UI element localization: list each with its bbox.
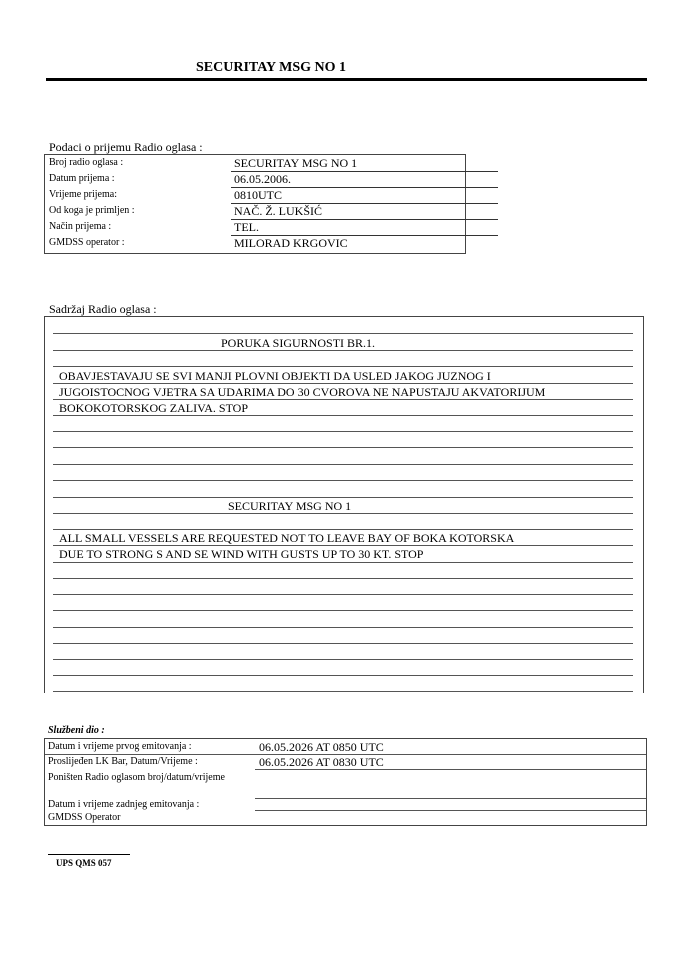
ruled-line: [53, 497, 633, 498]
ruled-line: [53, 562, 633, 563]
form-code: UPS QMS 057: [56, 858, 112, 868]
row-value-date: 06.05.2006.: [234, 172, 291, 186]
ruled-line: [53, 333, 633, 334]
content-box: [44, 316, 644, 693]
ruled-line: [53, 659, 633, 660]
footer-rule: [48, 854, 130, 855]
official-label-last-broadcast: Datum i vrijeme zadnjeg emitovanja :: [48, 799, 200, 810]
message-line-english-1: ALL SMALL VESSELS ARE REQUESTED NOT TO LEAVE BAY OF BOKA KOTORSKA: [59, 531, 515, 545]
row-value-received-from: NAČ. Ž. LUKŠIĆ: [234, 204, 323, 218]
row-label-time: Vrijeme prijema:: [49, 189, 117, 200]
ruled-line: [53, 431, 633, 432]
ruled-line: [53, 415, 633, 416]
ruled-line: [53, 529, 633, 530]
row-value-time: 0810UTC: [234, 188, 282, 202]
official-value-forwarded: 06.05.2026 AT 0830 UTC: [259, 755, 384, 769]
official-label-gmdss-operator: GMDSS Operator: [48, 812, 121, 823]
ruled-line: [53, 399, 633, 400]
document-title: SECURITAY MSG NO 1: [196, 60, 347, 75]
reception-box: [44, 154, 466, 254]
ruled-line: [53, 383, 633, 384]
row-divider: [255, 798, 646, 799]
row-value-method: TEL.: [234, 220, 259, 234]
ruled-line: [53, 513, 633, 514]
message-line-local-1: OBAVJESTAVAJU SE SVI MANJI PLOVNI OBJEKTI DA USLED JAKOG JUZNOG I: [59, 369, 491, 383]
official-value-first-broadcast: 06.05.2026 AT 0850 UTC: [259, 740, 384, 754]
message-heading-local: PORUKA SIGURNOSTI BR.1.: [221, 336, 376, 350]
message-heading-english: SECURITAY MSG NO 1: [228, 499, 352, 513]
row-divider: [255, 769, 646, 770]
row-label-received-from: Od koga je primljen :: [49, 205, 135, 216]
ruled-line: [53, 464, 633, 465]
ruled-line: [53, 675, 633, 676]
ruled-line: [53, 643, 633, 644]
message-line-local-3: BOKOKOTORSKOG ZALIVA. STOP: [59, 401, 249, 415]
content-section-label: Sadržaj Radio oglasa :: [49, 302, 157, 316]
message-line-english-2: DUE TO STRONG S AND SE WIND WITH GUSTS UP TO 30 KT. STOP: [59, 547, 424, 561]
row-label-operator: GMDSS operator :: [49, 237, 125, 248]
ruled-line: [53, 610, 633, 611]
row-value-radio-number: SECURITAY MSG NO 1: [234, 156, 358, 170]
row-value-operator: MILORAD KRGOVIC: [234, 236, 348, 250]
row-label-method: Način prijema :: [49, 221, 112, 232]
row-label-radio-number: Broj radio oglasa :: [49, 157, 124, 168]
official-label-forwarded: Proslijeđen LK Bar, Datum/Vrijeme :: [48, 756, 198, 767]
official-label-first-broadcast: Datum i vrijeme prvog emitovanja :: [48, 741, 192, 752]
value-underline: [231, 219, 498, 220]
reception-section-label: Podaci o prijemu Radio oglasa :: [49, 140, 203, 154]
ruled-line: [53, 447, 633, 448]
title-underline: [46, 78, 647, 81]
official-label-cancelled: Poništen Radio oglasom broj/datum/vrijeme: [48, 772, 225, 783]
ruled-line: [53, 350, 633, 351]
ruled-line: [53, 578, 633, 579]
ruled-line: [53, 366, 633, 367]
official-section-label: Službeni dio :: [48, 725, 105, 736]
row-label-date: Datum prijema :: [49, 173, 115, 184]
message-line-local-2: JUGOISTOCNOG VJETRA SA UDARIMA DO 30 CVOROVA NE NAPUSTAJU AKVATORIJUM: [59, 385, 546, 399]
ruled-line: [53, 594, 633, 595]
official-box: [44, 738, 647, 826]
ruled-line: [53, 627, 633, 628]
ruled-line: [53, 691, 633, 692]
row-divider: [255, 810, 646, 811]
ruled-line: [53, 480, 633, 481]
ruled-line: [53, 545, 633, 546]
